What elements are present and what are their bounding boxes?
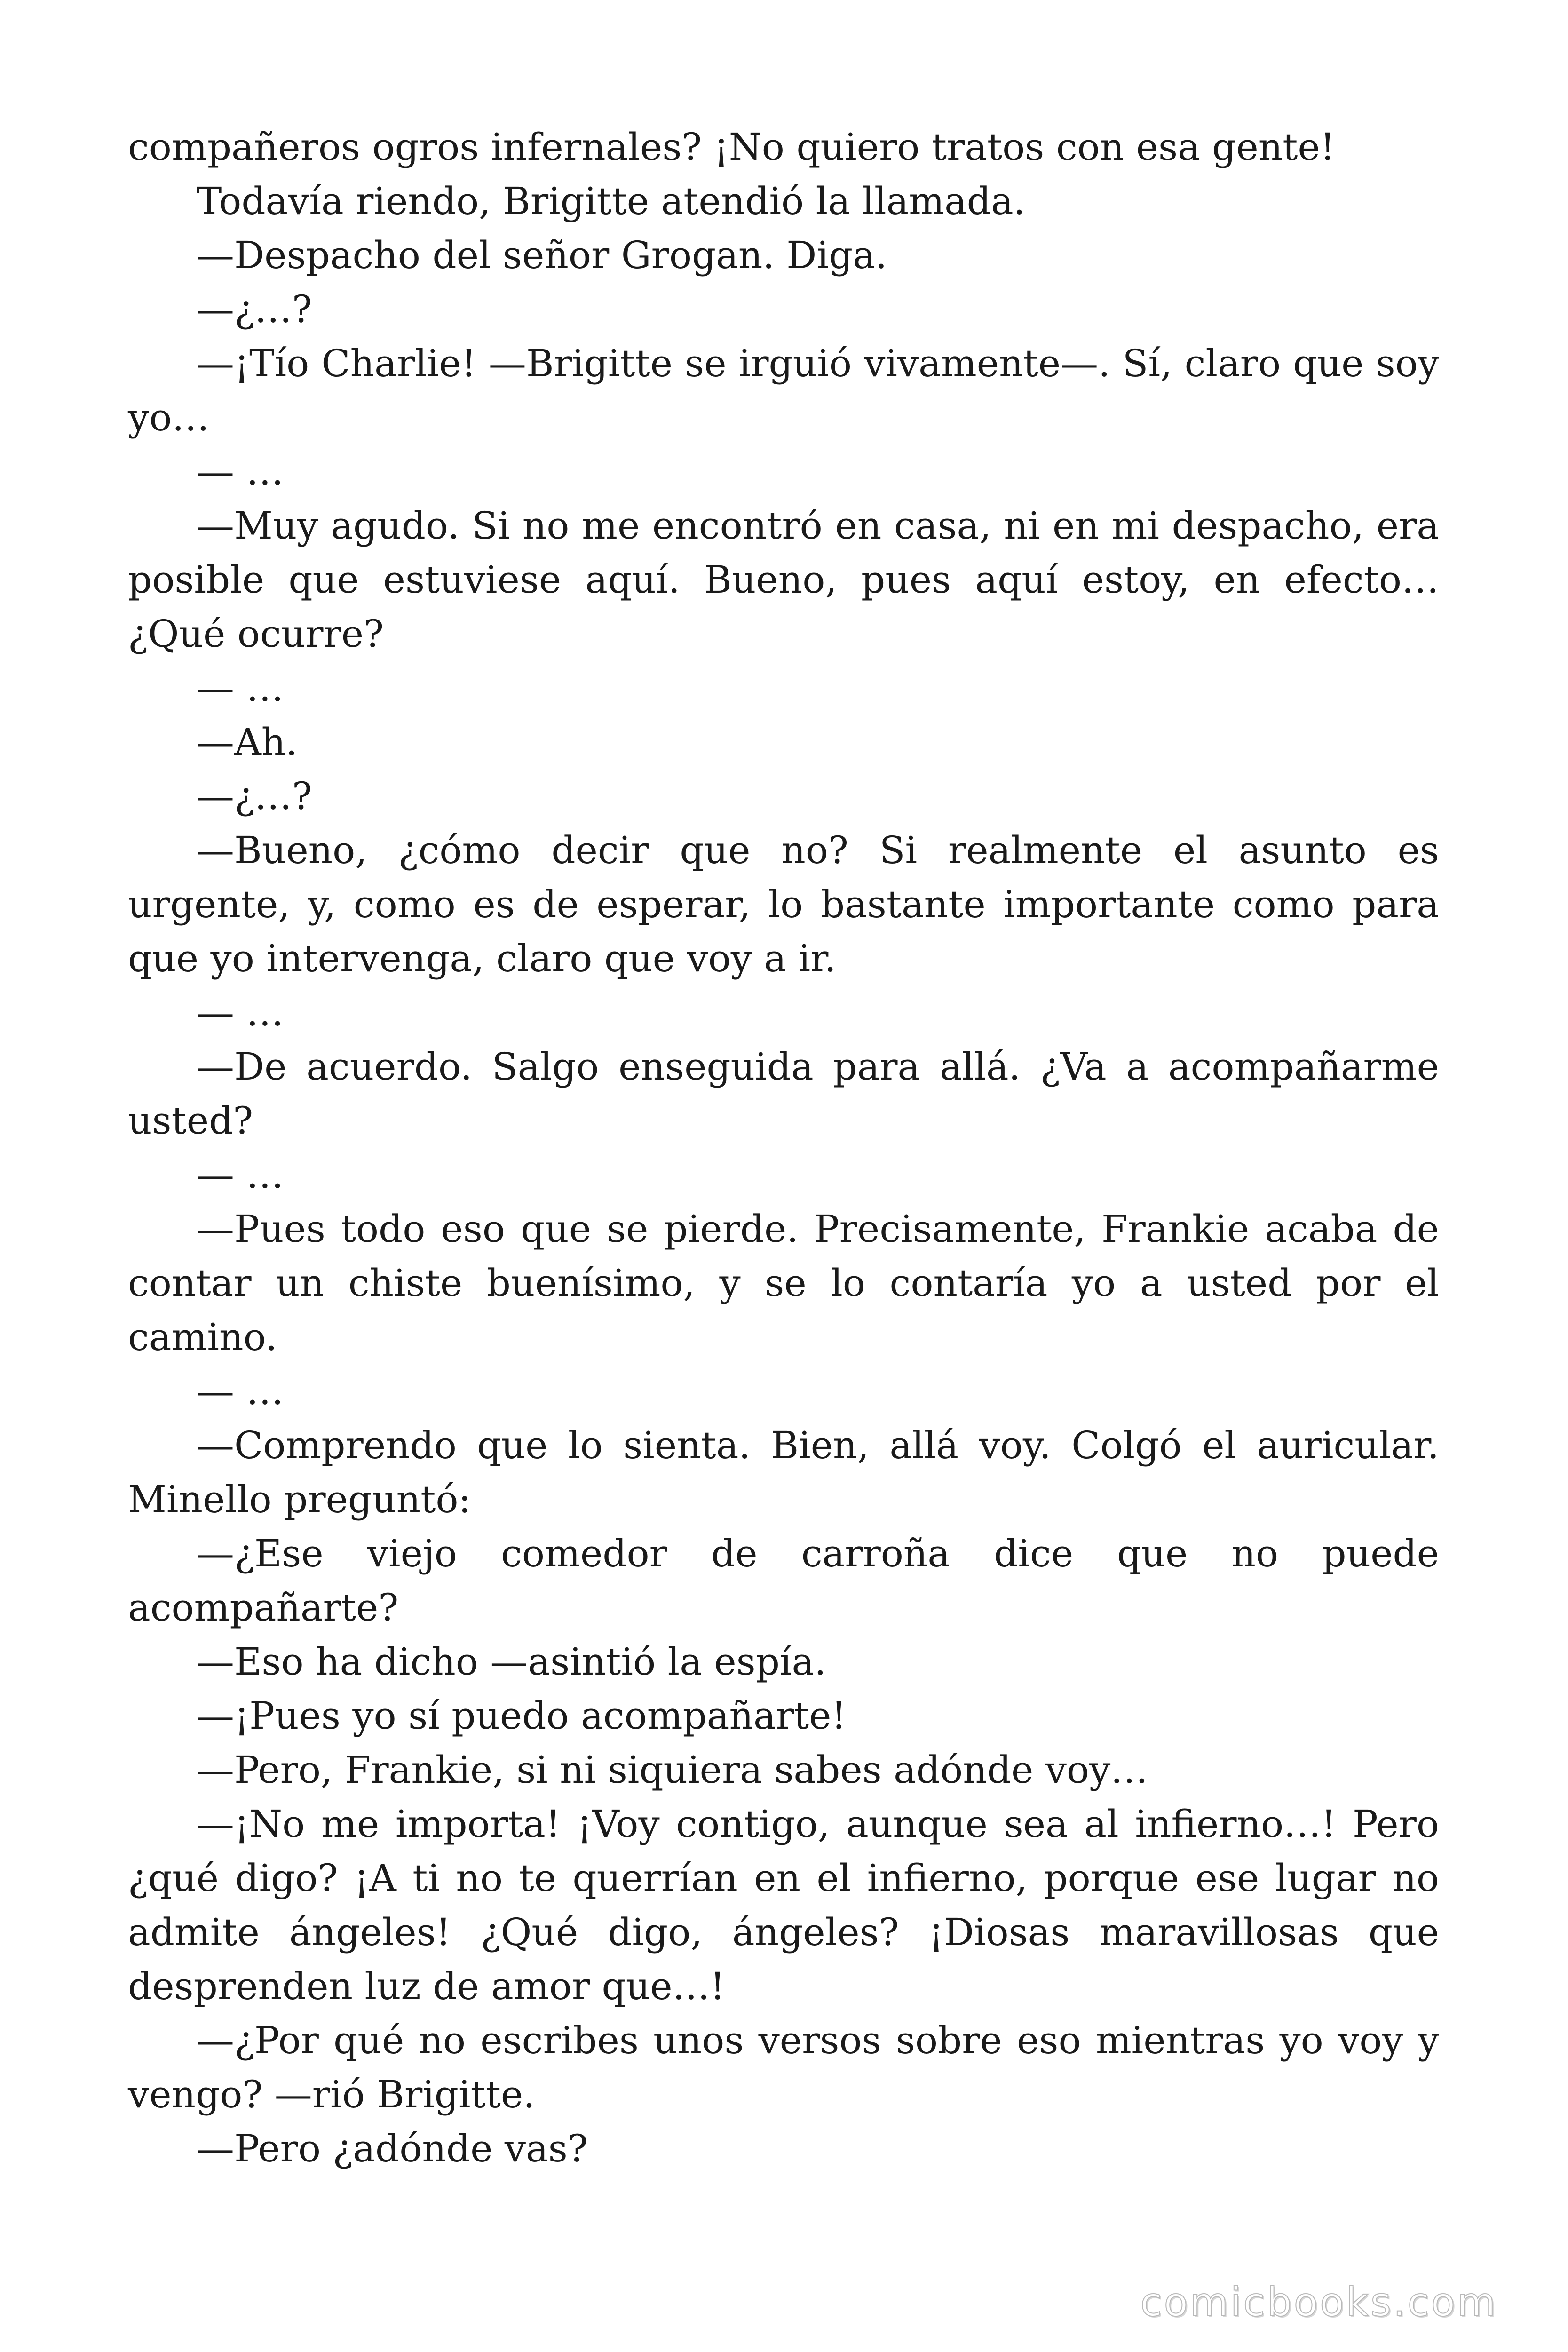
paragraph-15: —Pues todo eso que se pierde. Precisamente, Frankie acaba de contar un chiste buenísimo, y se lo contaría yo a usted por el camino.: [128, 1207, 1439, 1359]
paragraph-4: —¿…?: [197, 287, 312, 331]
paragraph-10: —¿…?: [197, 774, 312, 818]
paragraph-9: —Ah.: [197, 720, 298, 764]
paragraph-21: —Pero, Frankie, si ni siquiera sabes adónde voy…: [197, 1748, 1148, 1792]
paragraph-20: —¡Pues yo sí puedo acompañarte!: [197, 1694, 847, 1738]
paragraph-19: —Eso ha dicho —asintió la espía.: [197, 1640, 826, 1684]
paragraph-6: — …: [197, 450, 284, 493]
paragraph-22: —¡No me importa! ¡Voy contigo, aunque sea al infierno…! Pero ¿qué digo? ¡A ti no te querrían en el infierno, porque ese lugar no admite ángeles! ¿Qué digo, ángeles? ¡Diosas maravillosas que desprenden luz de amor que…!: [128, 1802, 1439, 2008]
paragraph-17: —Comprendo que lo sienta. Bien, allá voy. Colgó el auricular. Minello preguntó:: [128, 1423, 1439, 1521]
watermark-logo: comicbooks.com: [1140, 2279, 1497, 2325]
paragraph-18: —¿Ese viejo comedor de carroña dice que no puede acompañarte?: [128, 1532, 1439, 1629]
paragraph-14: — …: [197, 1153, 284, 1197]
paragraph-13: —De acuerdo. Salgo enseguida para allá. ¿Va a acompañarme usted?: [128, 1045, 1439, 1143]
paragraph-16: — …: [197, 1369, 284, 1413]
paragraph-8: — …: [197, 666, 284, 710]
paragraph-5: —¡Tío Charlie! —Brigitte se irguió vivamente—. Sí, claro que soy yo…: [128, 342, 1439, 439]
paragraph-3: —Despacho del señor Grogan. Diga.: [197, 233, 887, 277]
paragraph-7: —Muy agudo. Si no me encontró en casa, ni en mi despacho, era posible que estuviese aquí. Bueno, pues aquí estoy, en efecto… ¿Qué ocurre?: [128, 504, 1439, 656]
paragraph-1: compañeros ogros infernales? ¡No quiero tratos con esa gente!: [128, 125, 1335, 169]
paragraph-23: —¿Por qué no escribes unos versos sobre eso mientras yo voy y vengo? —rió Brigitte.: [128, 2018, 1439, 2116]
paragraph-24: —Pero ¿adónde vas?: [197, 2127, 588, 2170]
paragraph-11: —Bueno, ¿cómo decir que no? Si realmente el asunto es urgente, y, como es de esperar, lo bastante importante como para que yo intervenga, claro que voy a ir.: [128, 828, 1439, 980]
body-text: [128, 120, 1439, 2176]
paragraph-12: — …: [197, 991, 284, 1034]
paragraph-2: Todavía riendo, Brigitte atendió la llamada.: [197, 179, 1026, 223]
